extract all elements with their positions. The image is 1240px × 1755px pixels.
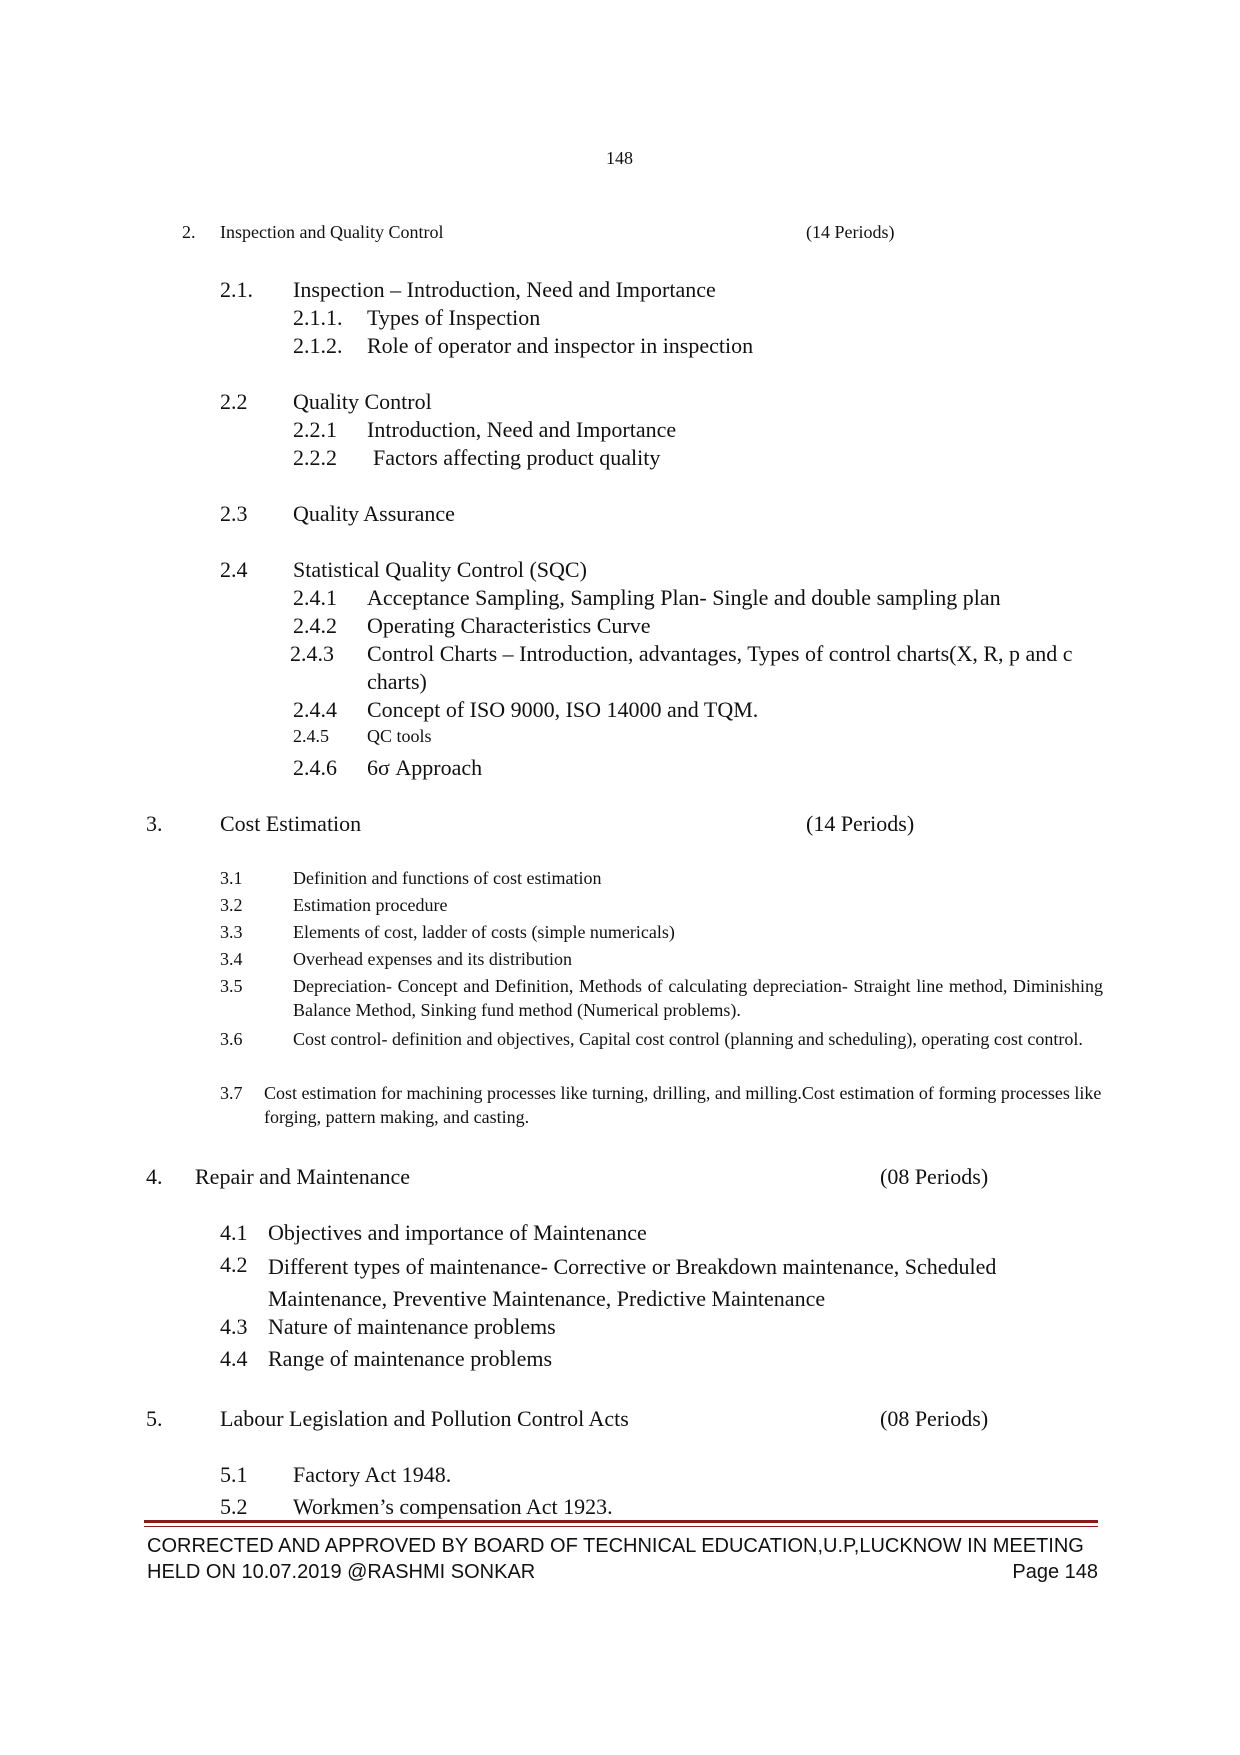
topic-number: 5.1 — [220, 1462, 248, 1487]
topic-number: 2.3 — [220, 501, 248, 526]
subtopic-number: 2.4.4 — [293, 697, 337, 722]
topic-number: 2.4 — [220, 557, 248, 582]
topic-number: 3.6 — [220, 1029, 243, 1049]
subtopic-text: Role of operator and inspector in inspection — [367, 333, 754, 358]
topic-text: Elements of cost, ladder of costs (simple numericals) — [293, 922, 675, 942]
topic-text: Objectives and importance of Maintenance — [268, 1220, 647, 1245]
footer-approval-line-2: HELD ON 10.07.2019 @RASHMI SONKAR — [147, 1561, 536, 1583]
topic-text: Statistical Quality Control (SQC) — [293, 557, 587, 582]
topic-text: Estimation procedure — [293, 895, 448, 915]
subtopic-number: 2.1.2. — [293, 333, 343, 358]
topic-number: 2.2 — [220, 389, 248, 414]
subtopic-text: QC tools — [367, 726, 432, 746]
subtopic-number: 2.4.6 — [293, 755, 337, 780]
topic-text: Quality Control — [293, 389, 432, 414]
topic-text: Workmen’s compensation Act 1923. — [293, 1494, 613, 1519]
subtopic-text: Control Charts – Introduction, advantages, Types of control charts(X, R, p and c charts) — [367, 641, 1073, 694]
topic-number: 3.4 — [220, 949, 243, 969]
topic-text: Cost control- definition and objectives, Capital cost control (planning and scheduling), operating cost control. — [293, 1029, 1083, 1049]
topic-number: 3.3 — [220, 922, 243, 942]
section-3-title: Cost Estimation — [220, 811, 362, 836]
subtopic-text: Concept of ISO 9000, ISO 14000 and TQM. — [367, 697, 759, 722]
subtopic-text: 6σ Approach — [367, 755, 483, 780]
subtopic-number: 2.4.1 — [293, 585, 337, 610]
subtopic-number: 2.2.1 — [293, 417, 337, 442]
topic-text: Depreciation- Concept and Definition, Methods of calculating depreciation- Straight line method, Diminishing Balance Method, Sinking fund method (Numerical problems). — [293, 976, 1103, 1020]
topic-text: Factory Act 1948. — [293, 1462, 452, 1487]
topic-number: 4.3 — [220, 1314, 248, 1339]
footer-rule-thin — [144, 1526, 1098, 1527]
topic-text: Nature of maintenance problems — [268, 1314, 556, 1339]
section-4-title: Repair and Maintenance — [195, 1164, 411, 1189]
topic-text: Different types of maintenance- Corrective or Breakdown maintenance, Scheduled Maintenance, Preventive Maintenance, Predictive Maintenance — [268, 1254, 997, 1311]
section-5-title: Labour Legislation and Pollution Control Acts — [220, 1406, 629, 1431]
topic-number: 3.2 — [220, 895, 243, 915]
footer-approval-line-1: CORRECTED AND APPROVED BY BOARD OF TECHNICAL EDUCATION,U.P,LUCKNOW IN MEETING — [147, 1535, 1084, 1557]
subtopic-number: 2.4.5 — [293, 726, 329, 746]
subtopic-number: 2.4.2 — [293, 613, 337, 638]
section-3-number: 3. — [146, 811, 163, 836]
section-3-periods: (14 Periods) — [806, 811, 915, 836]
subtopic-text: Introduction, Need and Importance — [367, 417, 677, 442]
section-2-periods: (14 Periods) — [806, 222, 895, 242]
footer-page-number: Page 148 — [1012, 1561, 1098, 1583]
subtopic-text: Factors affecting product quality — [373, 445, 661, 470]
section-2-title: Inspection and Quality Control — [220, 222, 444, 242]
topic-number: 4.2 — [220, 1252, 248, 1277]
topic-number: 3.5 — [220, 976, 243, 996]
topic-number: 4.1 — [220, 1220, 248, 1245]
subtopic-text: Types of Inspection — [367, 305, 541, 330]
topic-number: 3.1 — [220, 868, 243, 888]
section-2-number: 2. — [182, 222, 196, 242]
subtopic-number: 2.4.3 — [290, 641, 334, 666]
page-number-top: 148 — [606, 148, 633, 168]
footer-rule-thick — [144, 1520, 1098, 1523]
topic-text: Definition and functions of cost estimation — [293, 868, 602, 888]
topic-number: 3.7 — [220, 1083, 243, 1103]
topic-text: Inspection – Introduction, Need and Importance — [293, 277, 716, 302]
topic-text: Range of maintenance problems — [268, 1346, 553, 1371]
subtopic-number: 2.1.1. — [293, 305, 343, 330]
topic-text: Overhead expenses and its distribution — [293, 949, 572, 969]
section-5-periods: (08 Periods) — [880, 1406, 989, 1431]
topic-text: Quality Assurance — [293, 501, 455, 526]
topic-text: Cost estimation for machining processes like turning, drilling, and milling.Cost estimation of forming processes like forging, pattern making, and casting. — [264, 1083, 1102, 1127]
subtopic-number: 2.2.2 — [293, 445, 337, 470]
section-4-number: 4. — [146, 1164, 163, 1189]
topic-number: 5.2 — [220, 1494, 248, 1519]
section-4-periods: (08 Periods) — [880, 1164, 989, 1189]
section-5-number: 5. — [146, 1406, 163, 1431]
subtopic-text: Operating Characteristics Curve — [367, 613, 651, 638]
subtopic-text: Acceptance Sampling, Sampling Plan- Single and double sampling plan — [367, 585, 1001, 610]
topic-number: 4.4 — [220, 1346, 248, 1371]
topic-number: 2.1. — [220, 277, 253, 302]
